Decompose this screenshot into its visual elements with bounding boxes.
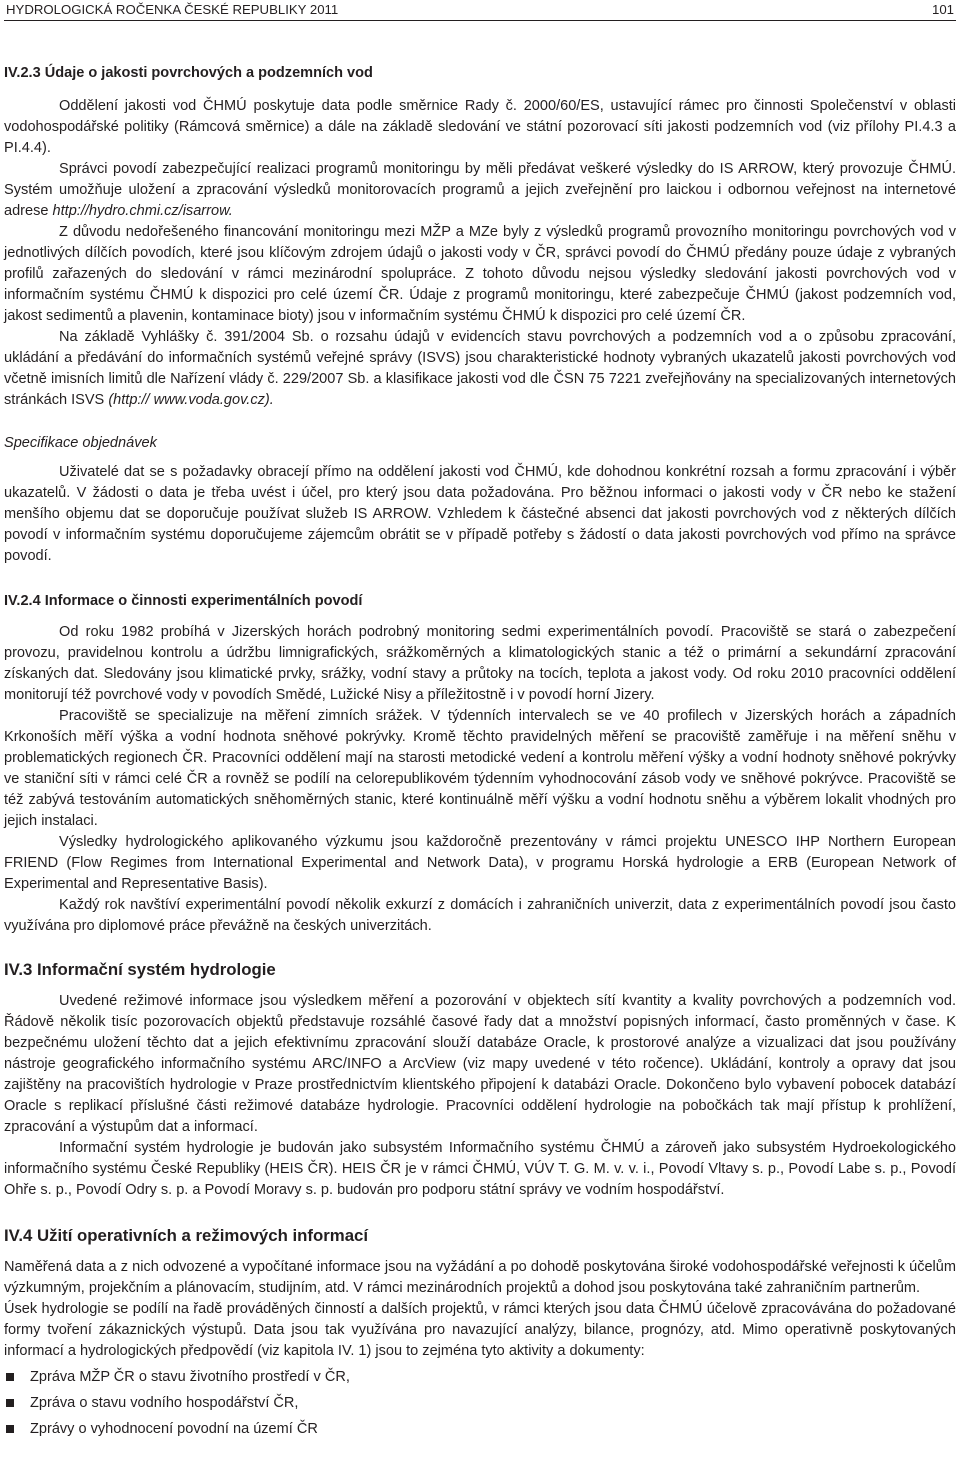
paragraph: Uživatelé dat se s požadavky obracejí přímo na oddělení jakosti vod ČHMÚ, kde dohodnou konkrétní rozsah a formu zpracování i výběr ukazatelů. V žádosti o data je třeba uvést i účel, pro který jsou data požadována. Pro běžnou informaci o jakosti vody v ČR nebo ke stažení menšího objemu dat se doporučuje používat služeb IS ARROW. Vzhledem k částečné absenci dat jakosti povrchových vod z některých dílčích povodí v informačním systému doporučujeme zájemcům obrátit se v případě potřeby s žádostí o data jakosti povrchových vod přímo na správce povodí. — [4, 464, 956, 564]
paragraph: Úsek hydrologie se podílí na řadě prováděných činností a dalších projektů, v rámci kterých jsou data ČHMÚ účelově zpracovávána do požadované formy tvoření zákaznických výstupů. Data jsou tak využívána pro navazující analýzy, bilance, prognózy, atd. Mimo operativně poskytovaných informací a hydrologických předpovědí (viz kapitola IV. 1) jsou to zejména tyto aktivity a dokumenty: — [4, 1301, 956, 1359]
list-item — [4, 1364, 956, 1390]
square-bullet-icon — [6, 1373, 14, 1381]
paragraph: Oddělení jakosti vod ČHMÚ poskytuje data podle směrnice Rady č. 2000/60/ES, ustavující rámec pro činnosti Společenství v oblasti vodohospodářské politiky (Rámcová směrnice) a dále na základě sledování ve státní pozorovací síti jakosti podzemních vod (viz přílohy PI.4.3 a PI.4.4). — [4, 98, 956, 156]
isarrow-url: http://hydro.chmi.cz/isarrow. — [52, 203, 233, 219]
square-bullet-icon — [6, 1425, 14, 1433]
paragraph: Informační systém hydrologie je budován jako subsystém Informačního systému ČHMÚ a zároveň jako subsystém Hydroekologického informačního systému České Republiky (HEIS ČR). HEIS ČR je v rámci ČHMÚ, VÚV T. G. M. v. v. i., Povodí Vltavy s. p., Povodí Labe s. p., Povodí Ohře s. p., Povodí Odry s. p. a Povodí Moravy s. p. budován pro podporu státní správy ve vodním hospodářství. — [4, 1140, 956, 1198]
list-item-text: Zpráva o stavu vodního hospodářství ČR, — [30, 1395, 299, 1411]
section-heading-iv-3: IV.3 Informační systém hydrologie — [4, 960, 276, 979]
isvs-url: (http:// www.voda.gov.cz). — [108, 392, 274, 408]
list-item — [4, 1390, 956, 1416]
paragraph-text: Správci povodí zabezpečující realizaci programů monitoringu by měli předávat veškeré výsledky do IS ARROW, který provozuje ČHMÚ. Systém umožňuje uložení a zpracování výsledků monitorovacích programů a jejich zveřejnění pro laickou i odbornou veřejnost na internetové adrese — [4, 161, 956, 219]
list-item-text: Zpráva MŽP ČR o stavu životního prostředí v ČR, — [30, 1369, 350, 1385]
paragraph — [4, 159, 956, 222]
section-heading-iv-2-4: IV.2.4 Informace o činnosti experimentálních povodí — [4, 593, 363, 609]
paragraph: Každý rok navštíví experimentální povodí několik exkurzí z domácích i zahraničních univerzit, data z experimentálních povodí jsou často využívána pro diplomové práce převážně na českých univerzitách. — [4, 897, 956, 934]
list-item — [4, 1416, 956, 1442]
page-number: 101 — [931, 1, 954, 17]
square-bullet-icon — [6, 1399, 14, 1407]
section-heading-iv-4: IV.4 Užití operativních a režimových informací — [4, 1226, 369, 1245]
paragraph: Naměřená data a z nich odvozené a vypočítané informace jsou na vyžádání a po dohodě poskytována široké vodohospodářské veřejnosti k účelům výzkumným, projekčním a plánovacím, studijním, atd. V rámci mezinárodních projektů a dohod jsou poskytována také zahraničním partnerům. — [4, 1259, 956, 1296]
paragraph-text: Na základě Vyhlášky č. 391/2004 Sb. o rozsahu údajů v evidencích stavu povrchových a podzemních vod a o způsobu zpracování, ukládání a předávání do informačních systémů veřejné správy (ISVS) jsou charakteristické hodnoty vybraných ukazatelů jakosti povrchových vod včetně imisních limitů dle Nařízení vlády č. 229/2007 Sb. a klasifikace jakosti vod dle ČSN 75 7221 zveřejňovány na specializovaných internetových stránkách ISVS — [4, 329, 956, 408]
paragraph: Od roku 1982 probíhá v Jizerských horách podrobný monitoring sedmi experimentálních povodí. Pracoviště se stará o zabezpečení provozu, pravidelnou kontrolu a údržbu limnigrafických, srážkoměrných a klimatologických stanic a též o primární a sekundární zpracování získaných dat. Sledovány jsou klimatické prvky, srážky, vodní stavy a průtoky na tocích, teplota a jakost vody. Od roku 2010 pracovníci oddělení monitorují též povrchové vody v povodích Smědé, Lužické Nisy a příležitostně i v povodí horní Jizery. — [4, 624, 956, 703]
publication-title: HYDROLOGICKÁ ROČENKA ČESKÉ REPUBLIKY 2011 — [6, 1, 339, 17]
paragraph: Uvedené režimové informace jsou výsledkem měření a pozorování v objektech sítí kvantity a kvality povrchových a podzemních vod. Řádově několik tisíc pozorovacích objektů představuje rozsáhlé časové řady dat a množství popisných informací, často proměnných v čase. K bezpečnému uložení těchto dat a jejich efektivnímu zpracování slouží databáze Oracle, k prostorové analýze a vizualizaci dat jsou používány nástroje geografického informačního systému ARC/INFO a ArcView (viz mapy uvedené v této ročence). Ukládání, kontroly a opravy dat jsou zajištěny na pracovištích hydrologie v Praze prostřednictvím klientského připojení k databázi Oracle. Dokončeno bylo vybavení pobocek databází Oracle s replikací příslušné části režimové databáze hydrologie. Pracovníci oddělení hydrologie na pobočkách tak mají přístup k prohlížení, zpracování a výstupům dat a informací. — [4, 993, 956, 1135]
list-item-text: Zprávy o vyhodnocení povodní na území ČR — [30, 1421, 318, 1437]
section-heading-iv-2-3: IV.2.3 Údaje o jakosti povrchových a podzemních vod — [4, 65, 373, 81]
subsection-heading-specifikace: Specifikace objednávek — [4, 435, 157, 451]
paragraph: Pracoviště se specializuje na měření zimních srážek. V týdenních intervalech se ve 40 profilech v Jizerských horách a západních Krkonoších měří výška a vodní hodnota sněhové pokrývky. Kromě těchto pravidelných měření se pracoviště zaměřuje i na měření sněhu v problematických regionech ČR. Pracovníci oddělení mají na starosti metodické vedení a kontrolu měření výšky a vodní hodnoty sněhové pokrývky ve staniční síti v rámci celé ČR a rovněž se podílí na celorepublikovém týdenním vyhodnocování zásob vody ve sněhové pokrývce. Pracoviště se též zabývá testováním automatických sněhoměrných stanic, které kontinuálně měří výšku a vodní hodnotu sněhu a výběrem lokalit vhodných pro jejich instalaci. — [4, 708, 956, 829]
paragraph: Výsledky hydrologického aplikovaného výzkumu jsou každoročně prezentovány v rámci projektu UNESCO IHP Northern European FRIEND (Flow Regimes from International Experimental and Network Data), v programu Horská hydrologie a ERB (European Network of Experimental and Representative Basis). — [4, 834, 956, 892]
document-list — [4, 1364, 956, 1442]
running-header — [4, 0, 956, 21]
paragraph — [4, 327, 956, 411]
paragraph: Z důvodu nedořešeného financování monitoringu mezi MŽP a MZe byly z výsledků programů provozního monitoringu povrchových vod v jednotlivých dílčích povodích, které jsou klíčovým zdrojem údajů o jakosti vody v ČR, správci povodí do ČHMÚ předány pouze údaje z vybraných profilů zařazených do sledování v rámci mezinárodní spolupráce. Z tohoto důvodu nejsou výsledky sledování jakosti povrchových vod v informačním systému ČHMÚ k dispozici pro celé území ČR. Údaje z programů monitoringu, které zabezpečuje ČHMÚ (jakost podzemních vod, jakost sedimentů a plavenin, kontaminace bioty) jsou v informačním systému ČHMÚ k dispozici pro celé území ČR. — [4, 224, 956, 324]
